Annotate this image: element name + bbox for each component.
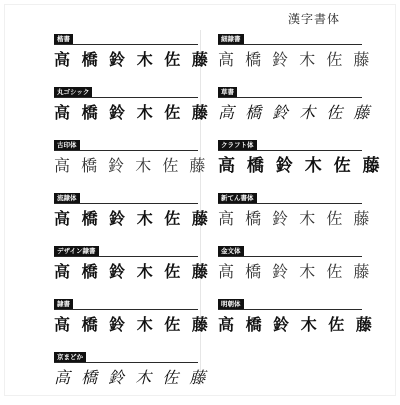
font-sample-row <box>210 193 373 246</box>
font-sample-row <box>210 87 373 140</box>
font-sample-text: 高 橋 鈴 木 佐 藤 <box>54 156 209 175</box>
font-name-label: デザイン隷書 <box>54 246 99 256</box>
font-name-label: 楷書 <box>54 34 73 44</box>
underline-rule <box>218 256 362 257</box>
underline-rule <box>54 44 198 45</box>
font-name-label: 草書 <box>218 87 237 97</box>
font-sample-row <box>46 193 211 246</box>
font-name-label: 古印体 <box>54 140 80 150</box>
font-sample-row <box>210 299 375 352</box>
underline-rule <box>54 203 198 204</box>
font-name-label: 金文体 <box>218 246 244 256</box>
font-sample-row <box>210 34 373 87</box>
underline-rule <box>218 44 362 45</box>
right-font-column <box>210 34 383 352</box>
font-name-label: 流隷体 <box>54 193 80 203</box>
underline-rule <box>218 150 362 151</box>
font-name-label: 新てん書体 <box>218 193 257 203</box>
font-sample-row <box>46 299 211 352</box>
font-sample-row <box>46 352 209 405</box>
font-sample-text: 高 橋 鈴 木 佐 藤 <box>54 103 211 122</box>
font-sample-row <box>46 140 209 193</box>
font-sample-text: 高 橋 鈴 木 佐 藤 <box>218 209 373 228</box>
font-name-label: 明朝体 <box>218 299 244 309</box>
underline-rule <box>218 309 362 310</box>
font-name-label: 細隷書 <box>218 34 244 44</box>
font-sample-text: 高 橋 鈴 木 佐 藤 <box>54 209 211 228</box>
font-sample-row <box>46 34 211 87</box>
font-sample-row <box>46 87 211 140</box>
font-sample-row <box>46 246 211 299</box>
font-sample-text: 高 橋 鈴 木 佐 藤 <box>218 103 373 122</box>
underline-rule <box>54 150 198 151</box>
font-name-label: クラフト体 <box>218 140 257 150</box>
font-sample-text: 高 橋 鈴 木 佐 藤 <box>218 156 383 176</box>
font-sample-text: 高 橋 鈴 木 佐 藤 <box>54 315 211 334</box>
font-sample-text: 高 橋 鈴 木 佐 藤 <box>218 315 375 334</box>
underline-rule <box>54 256 198 257</box>
underline-rule <box>218 203 362 204</box>
underline-rule <box>54 97 198 98</box>
font-sample-text: 高 橋 鈴 木 佐 藤 <box>54 262 211 281</box>
font-sample-row <box>210 140 383 193</box>
underline-rule <box>54 309 198 310</box>
font-sample-text: 高 橋 鈴 木 佐 藤 <box>54 50 211 69</box>
font-sample-text: 高 橋 鈴 木 佐 藤 <box>54 368 209 387</box>
font-sample-row <box>210 246 373 299</box>
underline-rule <box>54 362 198 363</box>
font-name-label: 丸ゴシック <box>54 87 92 97</box>
page-title: 漢字書体 <box>288 12 341 26</box>
font-name-label: 隷書 <box>54 299 73 309</box>
font-sample-text: 高 橋 鈴 木 佐 藤 <box>218 50 373 69</box>
font-name-label: 京まどか <box>54 352 86 362</box>
underline-rule <box>218 97 362 98</box>
left-font-column <box>46 34 211 405</box>
font-sample-text: 高 橋 鈴 木 佐 藤 <box>218 262 373 281</box>
